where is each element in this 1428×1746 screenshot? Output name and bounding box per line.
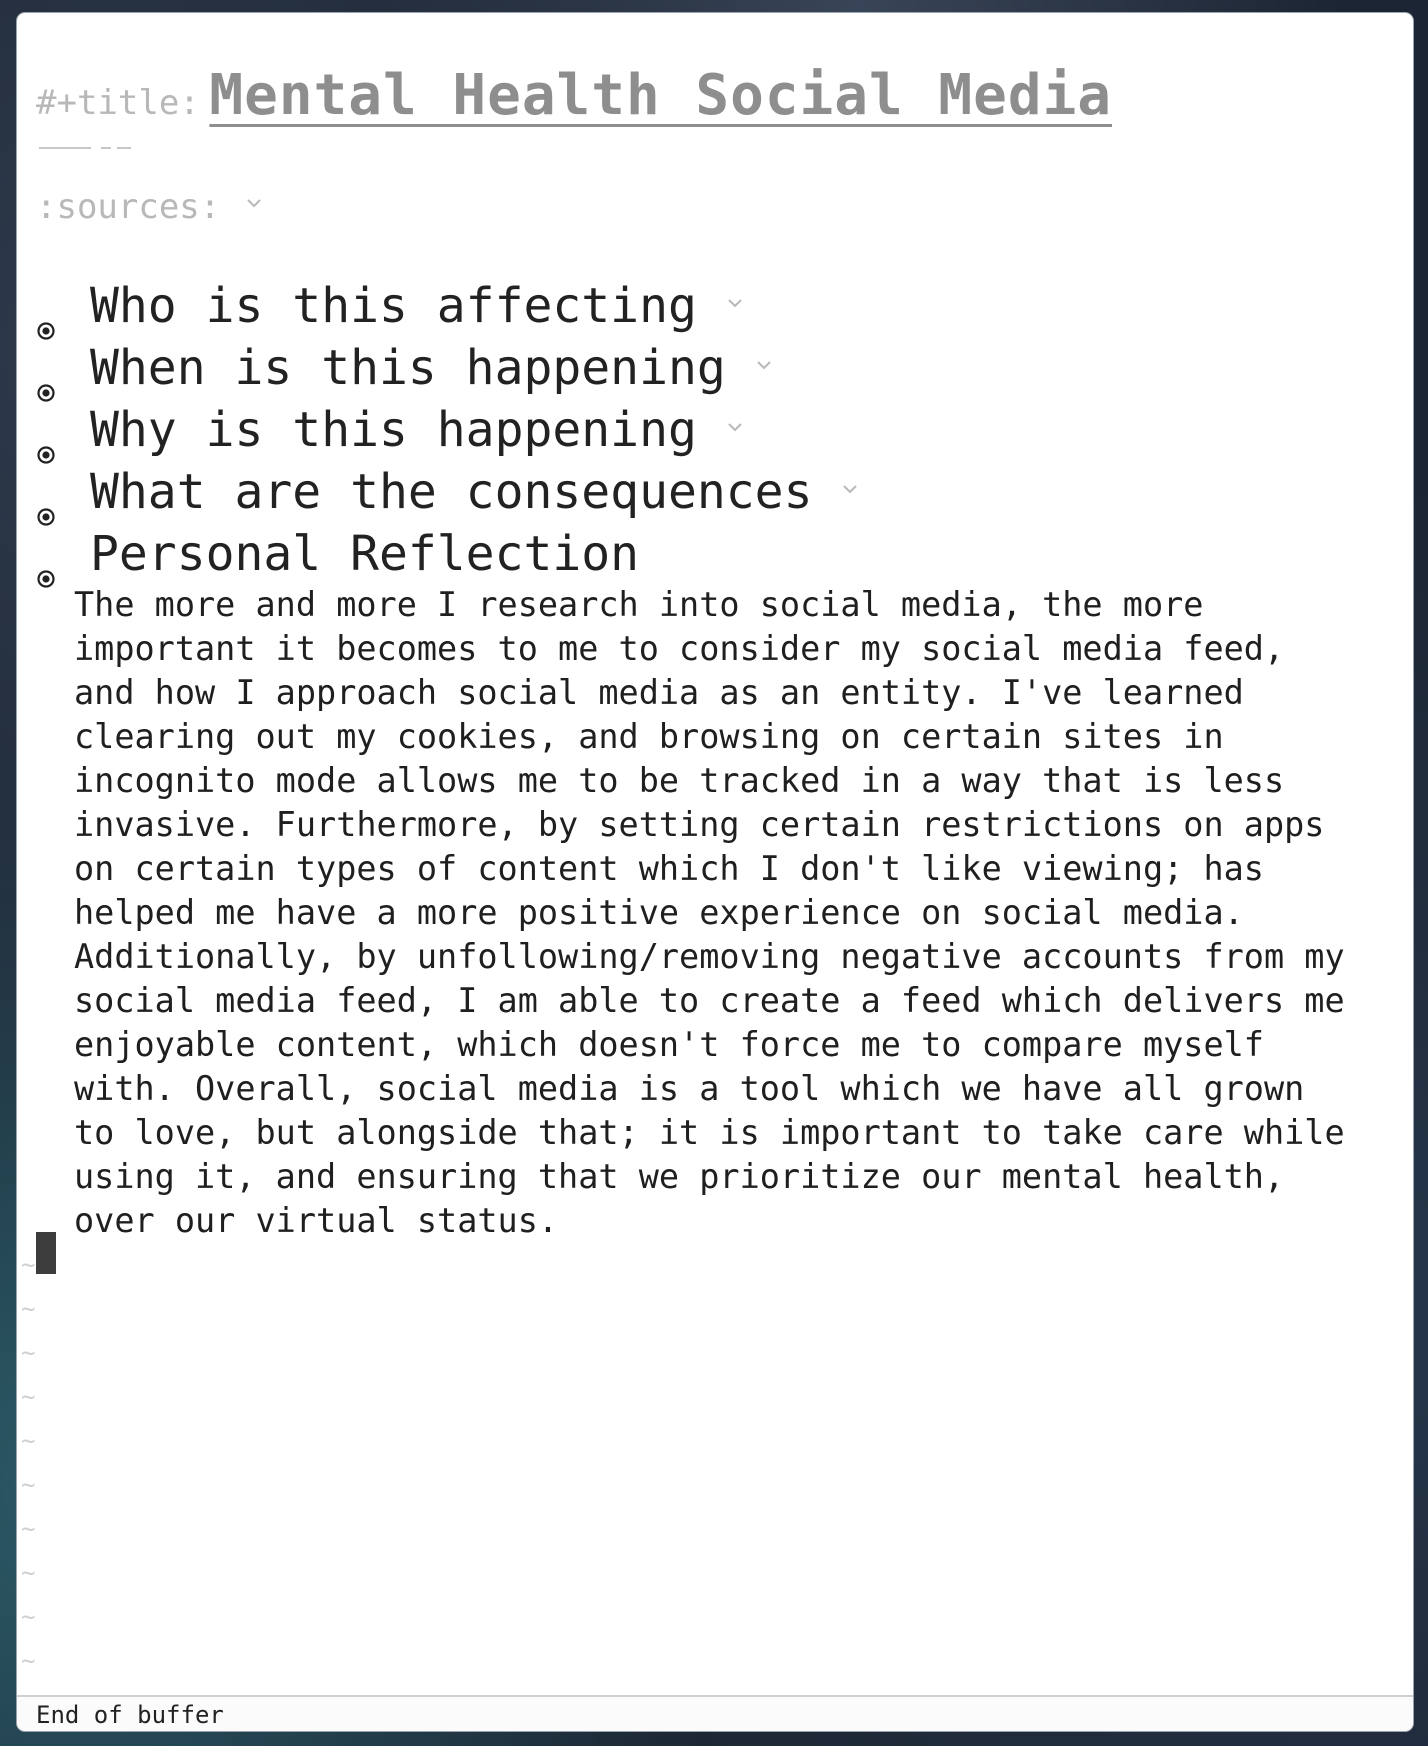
heading-label: Personal Reflection	[90, 526, 640, 582]
text-cursor	[36, 1232, 56, 1274]
empty-line-marker: ~	[21, 1427, 36, 1455]
heading-label: What are the consequences	[90, 464, 813, 520]
chevron-down-icon[interactable]	[842, 481, 858, 497]
text-line: social media feed, I am able to create a feed which delivers me	[74, 981, 1345, 1020]
text-line: Additionally, by unfollowing/removing negative accounts from my	[74, 937, 1345, 976]
heading-personal-reflection[interactable]	[36, 523, 858, 585]
echo-area	[17, 1695, 1413, 1731]
sources-drawer[interactable]	[36, 187, 262, 227]
text-line: The more and more I research into social media, the more	[74, 585, 1204, 624]
heading-who[interactable]	[36, 275, 858, 337]
bullet-icon	[36, 542, 56, 562]
bullet-icon	[36, 294, 56, 314]
empty-line-marker: ~	[21, 1295, 36, 1323]
text-line: over our virtual status.	[74, 1201, 559, 1240]
empty-line-marker: ~	[21, 1471, 36, 1499]
empty-line-marker: ~	[21, 1559, 36, 1587]
empty-line-marker: ~	[21, 1251, 36, 1279]
empty-line-marker: ~	[21, 1603, 36, 1631]
text-line: and how I approach social media as an entity. I've learned	[74, 673, 1244, 712]
heading-when[interactable]	[36, 337, 858, 399]
drawer-label: :sources:	[36, 187, 221, 227]
text-line: to love, but alongside that; it is important to take care while	[74, 1113, 1345, 1152]
chevron-down-icon[interactable]	[727, 295, 743, 311]
text-line: on certain types of content which I don't like viewing; has	[74, 849, 1264, 888]
bullet-icon	[36, 418, 56, 438]
heading-consequences[interactable]	[36, 461, 858, 523]
bullet-icon	[36, 480, 56, 500]
text-line: using it, and ensuring that we prioritize our mental health,	[74, 1157, 1285, 1196]
heading-label: Who is this affecting	[90, 278, 697, 334]
heading-label: Why is this happening	[90, 402, 697, 458]
echo-message: End of buffer	[36, 1701, 224, 1729]
empty-line-markers	[21, 1243, 35, 1683]
text-line: clearing out my cookies, and browsing on certain sites in	[74, 717, 1224, 756]
empty-line-marker: ~	[21, 1383, 36, 1411]
chevron-down-icon[interactable]	[756, 357, 772, 373]
emacs-window	[17, 13, 1413, 1731]
empty-line-marker: ~	[21, 1647, 36, 1675]
heading-list	[36, 275, 858, 585]
text-line: enjoyable content, which doesn't force me to compare myself	[74, 1025, 1264, 1064]
text-line: incognito mode allows me to be tracked in a way that is less	[74, 761, 1285, 800]
document-title: Mental Health Social Media	[209, 63, 1112, 128]
bullet-icon	[36, 356, 56, 376]
title-keyword: #+title:	[36, 83, 200, 123]
text-line: invasive. Furthermore, by setting certain restrictions on apps	[74, 805, 1325, 844]
title-rule	[39, 147, 149, 149]
document-title-line	[36, 63, 1112, 128]
text-line: helped me have a more positive experience on social media.	[74, 893, 1244, 932]
reflection-paragraph[interactable]	[74, 583, 1404, 1243]
empty-line-marker: ~	[21, 1515, 36, 1543]
chevron-down-icon[interactable]	[727, 419, 743, 435]
text-line: important it becomes to me to consider my social media feed,	[74, 629, 1285, 668]
chevron-down-icon[interactable]	[246, 195, 262, 211]
empty-line-marker: ~	[21, 1339, 36, 1367]
heading-why[interactable]	[36, 399, 858, 461]
org-buffer[interactable]	[17, 13, 1413, 1697]
heading-label: When is this happening	[90, 340, 726, 396]
text-line: with. Overall, social media is a tool which we have all grown	[74, 1069, 1305, 1108]
